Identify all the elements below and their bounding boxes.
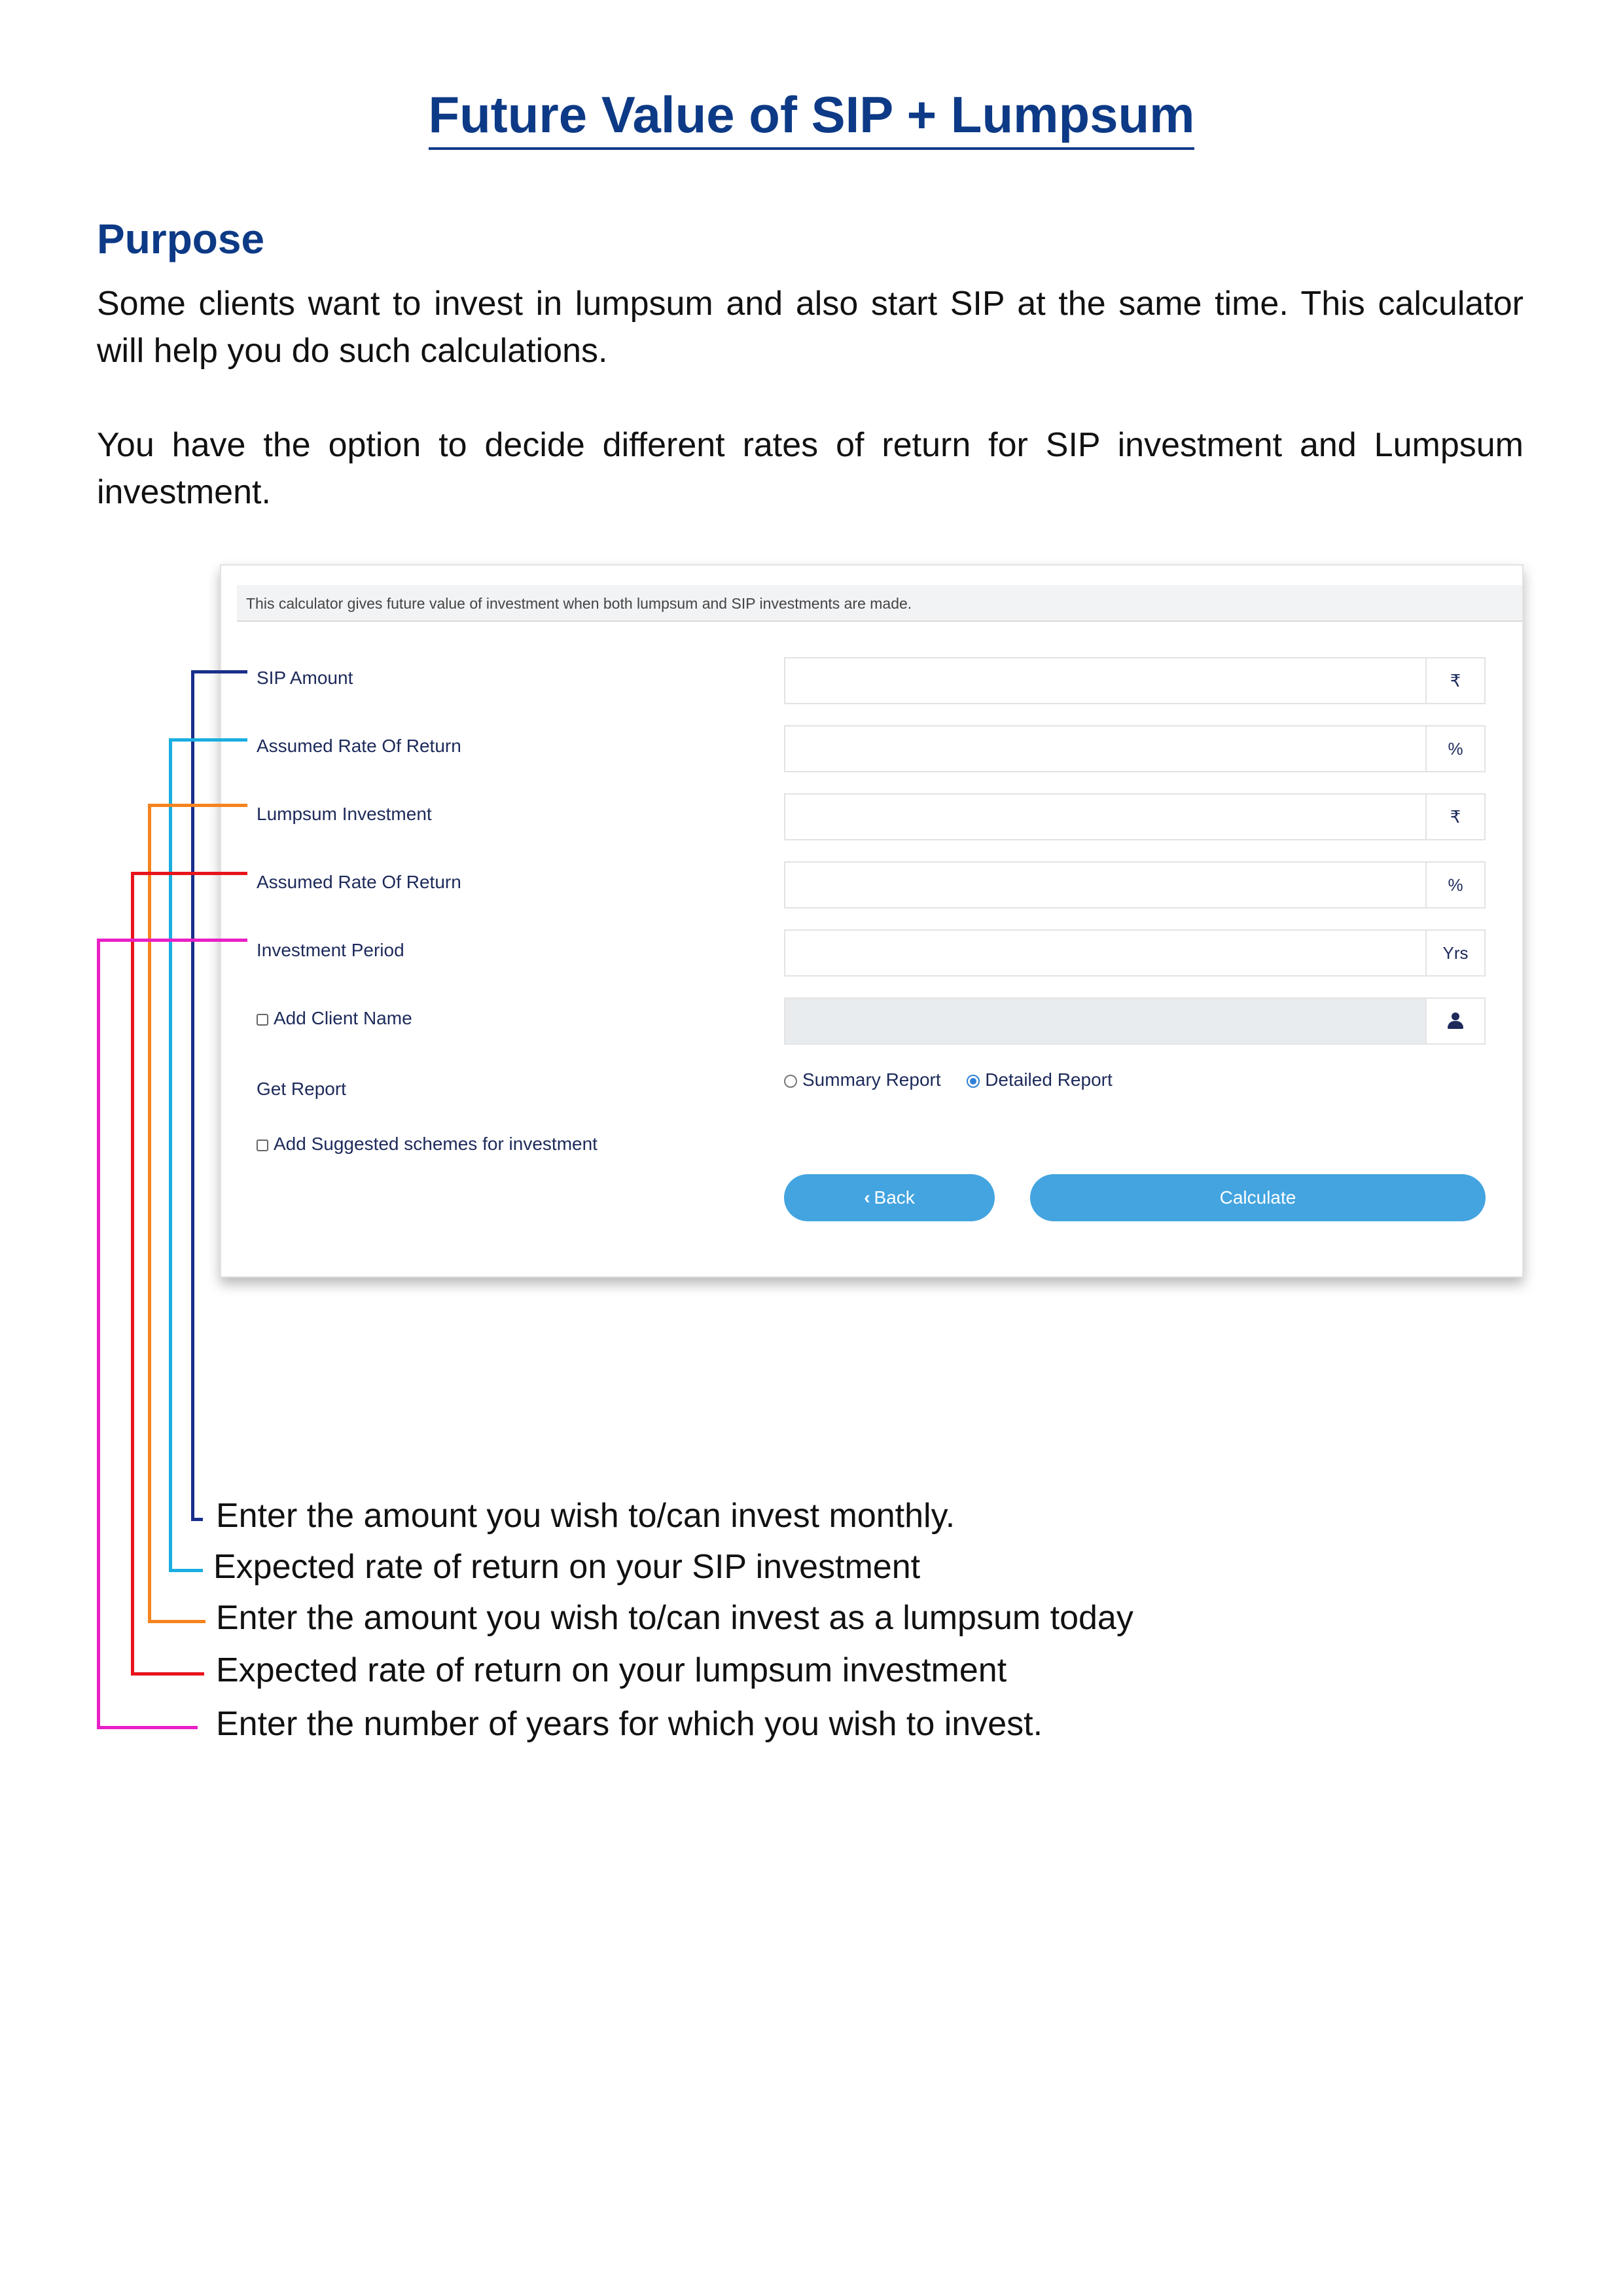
chevron-left-icon: ‹ bbox=[864, 1187, 870, 1208]
back-button[interactable] bbox=[784, 1174, 995, 1221]
note-investment-period: Enter the number of years for which you wish to invest. bbox=[216, 1705, 1043, 1743]
get-report-label: Get Report bbox=[257, 1079, 346, 1099]
add-client-name-row bbox=[257, 1008, 412, 1029]
note-lumpsum: Enter the amount you wish to/can invest as a lumpsum today bbox=[216, 1599, 1133, 1637]
connector-sip-amount bbox=[191, 670, 247, 673]
back-label: Back bbox=[874, 1187, 915, 1208]
lumpsum-rate-field bbox=[784, 861, 1486, 908]
connector-lumpsum-rate bbox=[131, 872, 247, 875]
rupee-icon: ₹ bbox=[1425, 658, 1484, 703]
calculator-note: This calculator gives future value of investment when both lumpsum and SIP investments are made. bbox=[237, 585, 1522, 622]
sip-amount-label: SIP Amount bbox=[257, 668, 353, 688]
client-name-input bbox=[785, 999, 1425, 1043]
note-lumpsum-rate: Expected rate of return on your lumpsum investment bbox=[216, 1651, 1007, 1689]
percent-icon: % bbox=[1425, 726, 1484, 771]
purpose-paragraph-1: Some clients want to invest in lumpsum and also start SIP at the same time. This calculator will help you do such calculations. bbox=[97, 285, 1524, 370]
lumpsum-field bbox=[784, 793, 1486, 840]
note-sip-rate: Expected rate of return on your SIP investment bbox=[213, 1548, 921, 1586]
calculator-card bbox=[220, 564, 1524, 1278]
sip-rate-input[interactable] bbox=[785, 726, 1425, 771]
detailed-report-radio[interactable] bbox=[967, 1075, 980, 1088]
purpose-heading: Purpose bbox=[97, 215, 265, 262]
connector-lumpsum bbox=[148, 804, 247, 807]
suggested-schemes-row bbox=[257, 1134, 597, 1155]
suggested-schemes-label: Add Suggested schemes for investment bbox=[274, 1134, 597, 1154]
sip-amount-field bbox=[784, 657, 1486, 704]
sip-rate-field bbox=[784, 725, 1486, 772]
add-client-name-checkbox[interactable] bbox=[257, 1014, 268, 1026]
rupee-icon: ₹ bbox=[1425, 795, 1484, 839]
sip-amount-input[interactable] bbox=[785, 658, 1425, 703]
summary-report-label: Summary Report bbox=[802, 1069, 941, 1090]
note-sip-amount: Enter the amount you wish to/can invest monthly. bbox=[216, 1497, 955, 1535]
calculate-button[interactable] bbox=[1030, 1174, 1486, 1221]
report-options bbox=[784, 1069, 1113, 1090]
summary-report-radio[interactable] bbox=[784, 1075, 797, 1088]
purpose-paragraph-2: You have the option to decide different rates of return for SIP investment and Lumpsum investment. bbox=[97, 426, 1524, 511]
page-title: Future Value of SIP + Lumpsum bbox=[429, 86, 1195, 150]
add-client-name-label: Add Client Name bbox=[274, 1008, 412, 1028]
investment-period-label: Investment Period bbox=[257, 940, 404, 960]
percent-icon: % bbox=[1425, 863, 1484, 907]
connector-sip-rate bbox=[169, 738, 247, 742]
detailed-report-label: Detailed Report bbox=[985, 1069, 1113, 1090]
lumpsum-rate-input[interactable] bbox=[785, 863, 1425, 907]
page-title-wrap bbox=[0, 85, 1623, 145]
connector-investment-period bbox=[97, 939, 247, 942]
sip-rate-label: Assumed Rate Of Return bbox=[257, 736, 461, 756]
lumpsum-input[interactable] bbox=[785, 795, 1425, 839]
lumpsum-rate-label: Assumed Rate Of Return bbox=[257, 872, 461, 892]
calculate-label: Calculate bbox=[1219, 1187, 1296, 1208]
client-name-field bbox=[784, 997, 1486, 1045]
years-unit: Yrs bbox=[1425, 931, 1484, 975]
user-icon bbox=[1425, 999, 1484, 1043]
lumpsum-label: Lumpsum Investment bbox=[257, 804, 432, 824]
suggested-schemes-checkbox[interactable] bbox=[257, 1139, 268, 1151]
investment-period-input[interactable] bbox=[785, 931, 1425, 975]
investment-period-field bbox=[784, 929, 1486, 977]
